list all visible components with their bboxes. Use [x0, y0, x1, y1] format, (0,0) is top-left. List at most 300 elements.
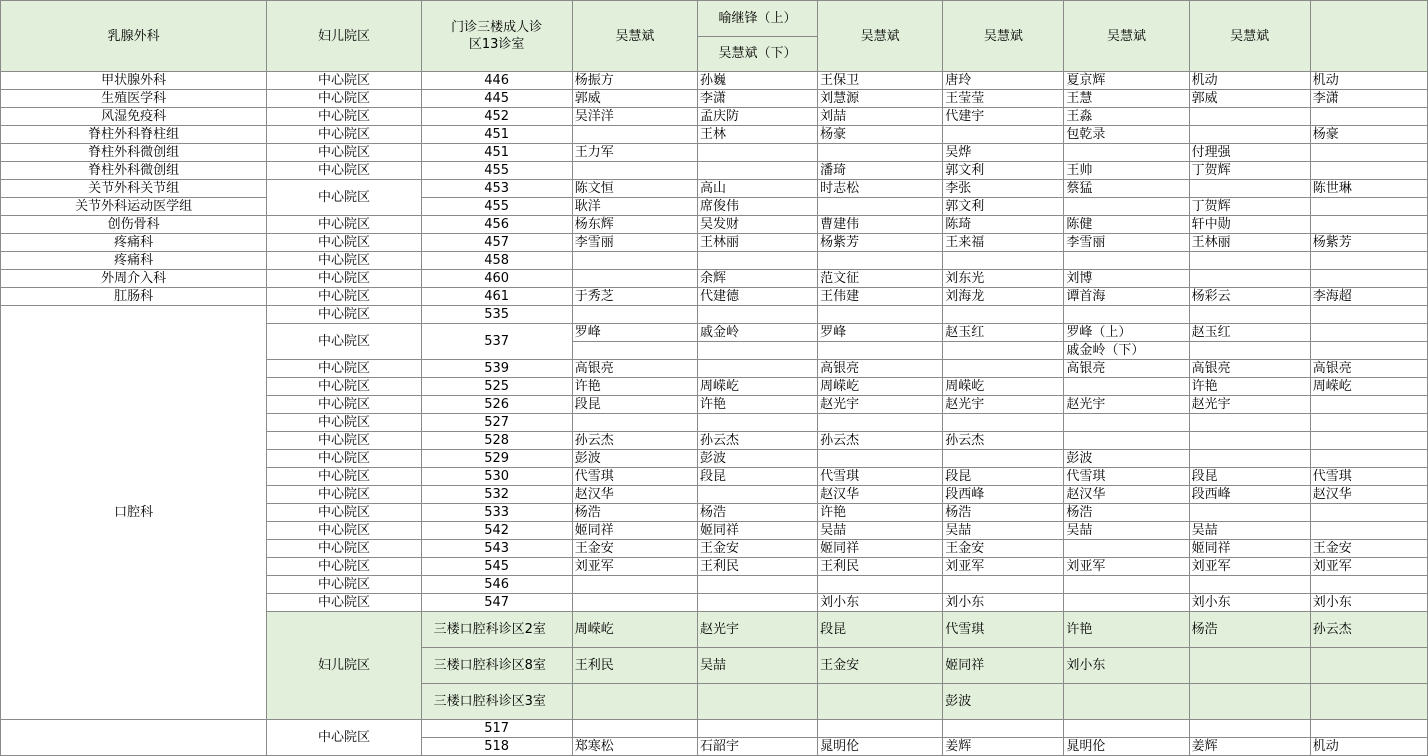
doctor-cell[interactable]: 吴发财 [697, 216, 817, 234]
doctor-cell[interactable]: 高银亮 [1064, 360, 1189, 378]
doctor-cell[interactable] [1064, 252, 1189, 270]
doctor-cell[interactable] [1064, 414, 1189, 432]
doctor-cell[interactable] [1310, 414, 1427, 432]
doctor-cell[interactable] [1310, 342, 1427, 360]
doctor-cell[interactable] [1310, 450, 1427, 468]
doctor-cell[interactable]: 刘东光 [943, 270, 1064, 288]
dept-cell[interactable]: 风湿免疫科 [1, 108, 267, 126]
doctor-cell[interactable]: 机动 [1310, 72, 1427, 90]
room-cell[interactable]: 528 [421, 432, 572, 450]
doctor-cell[interactable]: 蔡猛 [1064, 180, 1189, 198]
doctor-cell[interactable]: 姬同祥 [818, 540, 943, 558]
doctor-cell[interactable]: 罗峰 [572, 324, 697, 342]
doctor-cell[interactable] [1310, 396, 1427, 414]
doctor-cell[interactable] [1310, 522, 1427, 540]
doctor-cell[interactable] [1189, 450, 1310, 468]
dept-cell[interactable]: 脊柱外科脊柱组 [1, 126, 267, 144]
doctor-cell[interactable]: 彭波 [1064, 450, 1189, 468]
campus-cell[interactable]: 中心院区 [267, 594, 421, 612]
doctor-cell[interactable] [943, 414, 1064, 432]
room-cell[interactable]: 525 [421, 378, 572, 396]
doctor-cell[interactable]: 段昆 [697, 468, 817, 486]
doctor-cell[interactable]: 吴烨 [943, 144, 1064, 162]
doctor-cell[interactable] [697, 252, 817, 270]
dept-cell[interactable]: 疼痛科 [1, 252, 267, 270]
doctor-cell[interactable] [697, 306, 817, 324]
doctor-cell[interactable]: 段西峰 [1189, 486, 1310, 504]
doctor-cell[interactable]: 时志松 [818, 180, 943, 198]
doctor-cell[interactable]: 赵汉华 [1064, 486, 1189, 504]
doctor-cell[interactable] [1310, 252, 1427, 270]
campus-cell[interactable]: 中心院区 [267, 216, 421, 234]
doctor-cell[interactable]: 王淼 [1064, 108, 1189, 126]
doctor-cell[interactable] [1064, 684, 1189, 720]
campus-cell-women[interactable]: 妇儿院区 [267, 612, 421, 720]
doctor-cell[interactable]: 刘小东 [818, 594, 943, 612]
doctor-cell[interactable]: 彭波 [572, 450, 697, 468]
header-dept[interactable]: 乳腺外科 [1, 1, 267, 72]
doctor-cell[interactable]: 戚金岭（下） [1064, 342, 1189, 360]
doctor-cell[interactable]: 于秀芝 [572, 288, 697, 306]
doctor-cell[interactable] [1064, 432, 1189, 450]
doctor-cell[interactable]: 王力军 [572, 144, 697, 162]
doctor-cell[interactable] [1189, 108, 1310, 126]
doctor-cell[interactable]: 王金安 [943, 540, 1064, 558]
doctor-cell[interactable]: 吴喆 [943, 522, 1064, 540]
campus-cell[interactable]: 中心院区 [267, 324, 421, 360]
header-room[interactable]: 门诊三楼成人诊区13诊室 [421, 1, 572, 72]
doctor-cell[interactable] [697, 360, 817, 378]
doctor-cell[interactable] [1310, 162, 1427, 180]
campus-cell[interactable]: 中心院区 [267, 360, 421, 378]
dept-cell-dental[interactable]: 口腔科 [1, 306, 267, 720]
doctor-cell[interactable]: 赵玉红 [1189, 324, 1310, 342]
doctor-cell[interactable]: 代雪琪 [818, 468, 943, 486]
doctor-cell[interactable] [1310, 306, 1427, 324]
doctor-cell[interactable]: 王帅 [1064, 162, 1189, 180]
doctor-cell[interactable]: 许艳 [1064, 612, 1189, 648]
campus-cell[interactable]: 中心院区 [267, 450, 421, 468]
doctor-cell[interactable]: 刘小东 [943, 594, 1064, 612]
doctor-cell[interactable]: 代建德 [697, 288, 817, 306]
doctor-cell[interactable] [697, 486, 817, 504]
doctor-cell[interactable]: 轩中勋 [1189, 216, 1310, 234]
doctor-cell[interactable]: 杨豪 [1310, 126, 1427, 144]
campus-cell[interactable]: 中心院区 [267, 396, 421, 414]
doctor-cell[interactable]: 郭文利 [943, 162, 1064, 180]
doctor-cell[interactable]: 王金安 [697, 540, 817, 558]
doctor-cell[interactable]: 李张 [943, 180, 1064, 198]
doctor-cell[interactable] [1189, 684, 1310, 720]
doctor-cell[interactable]: 吴喆 [1064, 522, 1189, 540]
dept-cell[interactable]: 肛肠科 [1, 288, 267, 306]
doctor-cell[interactable]: 丁贺辉 [1189, 198, 1310, 216]
doctor-cell[interactable]: 段昆 [1189, 468, 1310, 486]
room-cell[interactable]: 530 [421, 468, 572, 486]
doctor-cell[interactable]: 姬同祥 [1189, 540, 1310, 558]
doctor-cell[interactable]: 晁明伦 [818, 738, 943, 756]
doctor-cell[interactable]: 姜辉 [943, 738, 1064, 756]
doctor-cell[interactable] [1189, 126, 1310, 144]
campus-cell[interactable]: 中心院区 [267, 252, 421, 270]
header-doctor[interactable]: 吴慧斌 [1064, 1, 1189, 72]
doctor-cell[interactable]: 刘小东 [1189, 594, 1310, 612]
doctor-cell[interactable]: 杨浩 [1189, 612, 1310, 648]
doctor-cell[interactable]: 陈文恒 [572, 180, 697, 198]
doctor-cell[interactable] [818, 684, 943, 720]
doctor-cell[interactable] [1189, 342, 1310, 360]
campus-cell[interactable]: 中心院区 [267, 306, 421, 324]
room-cell[interactable]: 451 [421, 126, 572, 144]
doctor-cell[interactable] [943, 126, 1064, 144]
doctor-cell[interactable]: 刘小东 [1064, 648, 1189, 684]
dept-cell[interactable]: 疼痛科 [1, 234, 267, 252]
room-cell[interactable]: 445 [421, 90, 572, 108]
doctor-cell[interactable]: 代建宇 [943, 108, 1064, 126]
doctor-cell[interactable]: 杨彩云 [1189, 288, 1310, 306]
doctor-cell[interactable]: 吴喆 [818, 522, 943, 540]
doctor-cell[interactable]: 孙云杰 [572, 432, 697, 450]
doctor-cell[interactable]: 机动 [1310, 738, 1427, 756]
doctor-cell[interactable]: 代雪琪 [1064, 468, 1189, 486]
doctor-cell[interactable] [1064, 198, 1189, 216]
doctor-cell[interactable] [1310, 144, 1427, 162]
doctor-cell[interactable] [1310, 504, 1427, 522]
doctor-cell[interactable]: 罗峰 [818, 324, 943, 342]
doctor-cell[interactable]: 谭首海 [1064, 288, 1189, 306]
campus-cell[interactable]: 中心院区 [267, 180, 421, 216]
doctor-cell[interactable]: 曹建伟 [818, 216, 943, 234]
doctor-cell[interactable] [1189, 576, 1310, 594]
doctor-cell[interactable] [697, 594, 817, 612]
doctor-cell[interactable]: 席俊伟 [697, 198, 817, 216]
campus-cell[interactable]: 中心院区 [267, 558, 421, 576]
doctor-cell[interactable] [818, 144, 943, 162]
room-cell[interactable]: 543 [421, 540, 572, 558]
room-cell[interactable]: 526 [421, 396, 572, 414]
doctor-cell[interactable]: 高银亮 [1310, 360, 1427, 378]
doctor-cell[interactable]: 余辉 [697, 270, 817, 288]
header-doctor[interactable]: 吴慧斌 [818, 1, 943, 72]
campus-cell[interactable]: 中心院区 [267, 540, 421, 558]
doctor-cell[interactable]: 孙云杰 [818, 432, 943, 450]
room-cell[interactable]: 446 [421, 72, 572, 90]
room-cell[interactable]: 三楼口腔科诊区8室 [421, 648, 572, 684]
room-cell[interactable]: 539 [421, 360, 572, 378]
room-cell[interactable]: 517 [421, 720, 572, 738]
room-cell[interactable]: 533 [421, 504, 572, 522]
doctor-cell[interactable] [1310, 432, 1427, 450]
room-cell[interactable]: 547 [421, 594, 572, 612]
room-cell[interactable]: 545 [421, 558, 572, 576]
doctor-cell[interactable]: 李潇 [1310, 90, 1427, 108]
campus-cell[interactable]: 中心院区 [267, 162, 421, 180]
dept-cell[interactable] [1, 720, 267, 756]
doctor-cell[interactable] [572, 594, 697, 612]
doctor-cell[interactable]: 刘亚军 [572, 558, 697, 576]
doctor-cell[interactable]: 王利民 [572, 648, 697, 684]
doctor-cell[interactable]: 吴洋洋 [572, 108, 697, 126]
doctor-cell[interactable] [1189, 504, 1310, 522]
doctor-cell[interactable] [1064, 306, 1189, 324]
campus-cell[interactable]: 中心院区 [267, 504, 421, 522]
doctor-cell[interactable]: 包乾录 [1064, 126, 1189, 144]
header-campus[interactable]: 妇儿院区 [267, 1, 421, 72]
doctor-cell[interactable]: 戚金岭 [697, 324, 817, 342]
doctor-cell[interactable]: 吴喆 [1189, 522, 1310, 540]
doctor-cell[interactable] [1064, 144, 1189, 162]
campus-cell[interactable]: 中心院区 [267, 288, 421, 306]
doctor-cell[interactable]: 孙云杰 [1310, 612, 1427, 648]
doctor-cell[interactable]: 姜辉 [1189, 738, 1310, 756]
doctor-cell[interactable]: 赵光宇 [697, 612, 817, 648]
doctor-cell[interactable]: 潘琦 [818, 162, 943, 180]
doctor-cell[interactable] [572, 162, 697, 180]
doctor-cell[interactable] [1064, 594, 1189, 612]
doctor-cell[interactable] [1189, 270, 1310, 288]
doctor-cell[interactable]: 杨紫芳 [818, 234, 943, 252]
doctor-cell[interactable]: 李雪丽 [572, 234, 697, 252]
doctor-cell[interactable]: 刘海龙 [943, 288, 1064, 306]
room-cell[interactable]: 529 [421, 450, 572, 468]
campus-cell[interactable]: 中心院区 [267, 378, 421, 396]
header-doctor[interactable]: 吴慧斌 [1189, 1, 1310, 72]
dept-cell[interactable]: 脊柱外科微创组 [1, 144, 267, 162]
doctor-cell[interactable]: 李海超 [1310, 288, 1427, 306]
doctor-cell[interactable]: 姬同祥 [572, 522, 697, 540]
doctor-cell[interactable]: 姬同祥 [943, 648, 1064, 684]
doctor-cell[interactable]: 郭威 [1189, 90, 1310, 108]
doctor-cell[interactable] [1189, 180, 1310, 198]
doctor-cell[interactable]: 郑寒松 [572, 738, 697, 756]
doctor-cell[interactable]: 周嵘屹 [1310, 378, 1427, 396]
doctor-cell[interactable] [1310, 720, 1427, 738]
campus-cell[interactable]: 中心院区 [267, 108, 421, 126]
doctor-cell[interactable]: 高银亮 [818, 360, 943, 378]
doctor-cell[interactable]: 刘亚军 [1064, 558, 1189, 576]
doctor-cell[interactable]: 刘亚军 [1310, 558, 1427, 576]
room-cell[interactable]: 三楼口腔科诊区3室 [421, 684, 572, 720]
doctor-cell[interactable] [572, 126, 697, 144]
room-cell[interactable]: 451 [421, 144, 572, 162]
doctor-cell[interactable]: 陈世琳 [1310, 180, 1427, 198]
doctor-cell[interactable]: 赵光宇 [818, 396, 943, 414]
doctor-cell[interactable]: 范文征 [818, 270, 943, 288]
doctor-cell[interactable]: 王金安 [1310, 540, 1427, 558]
doctor-cell[interactable]: 王来福 [943, 234, 1064, 252]
room-cell[interactable]: 457 [421, 234, 572, 252]
doctor-cell[interactable] [572, 270, 697, 288]
doctor-cell[interactable] [1310, 216, 1427, 234]
campus-cell[interactable]: 中心院区 [267, 90, 421, 108]
doctor-cell[interactable] [943, 450, 1064, 468]
doctor-cell[interactable] [1064, 720, 1189, 738]
doctor-cell[interactable]: 段昆 [818, 612, 943, 648]
doctor-cell[interactable] [1189, 648, 1310, 684]
doctor-cell[interactable] [943, 252, 1064, 270]
doctor-cell[interactable]: 王伟建 [818, 288, 943, 306]
doctor-cell[interactable]: 杨东辉 [572, 216, 697, 234]
doctor-cell[interactable]: 赵光宇 [1064, 396, 1189, 414]
room-cell[interactable]: 452 [421, 108, 572, 126]
doctor-cell[interactable]: 陈琦 [943, 216, 1064, 234]
doctor-cell[interactable]: 陈健 [1064, 216, 1189, 234]
doctor-cell[interactable] [1189, 414, 1310, 432]
doctor-cell[interactable] [697, 162, 817, 180]
dept-cell[interactable]: 脊柱外科微创组 [1, 162, 267, 180]
doctor-cell[interactable] [1310, 648, 1427, 684]
doctor-cell[interactable]: 刘博 [1064, 270, 1189, 288]
doctor-cell[interactable] [1310, 198, 1427, 216]
doctor-cell[interactable] [1310, 270, 1427, 288]
doctor-cell[interactable] [572, 342, 697, 360]
campus-cell[interactable]: 中心院区 [267, 486, 421, 504]
doctor-cell[interactable]: 赵汉华 [818, 486, 943, 504]
dept-cell[interactable]: 生殖医学科 [1, 90, 267, 108]
doctor-cell[interactable]: 耿洋 [572, 198, 697, 216]
header-doctor-top[interactable]: 喻继锋（上） [697, 1, 817, 37]
campus-cell[interactable]: 中心院区 [267, 270, 421, 288]
doctor-cell[interactable] [943, 306, 1064, 324]
doctor-cell[interactable]: 孙云杰 [697, 432, 817, 450]
doctor-cell[interactable] [1189, 720, 1310, 738]
doctor-cell[interactable]: 代雪琪 [943, 612, 1064, 648]
doctor-cell[interactable]: 杨浩 [1064, 504, 1189, 522]
doctor-cell[interactable]: 孙云杰 [943, 432, 1064, 450]
doctor-cell[interactable] [697, 342, 817, 360]
doctor-cell[interactable]: 夏京辉 [1064, 72, 1189, 90]
doctor-cell[interactable] [1310, 576, 1427, 594]
room-cell[interactable]: 453 [421, 180, 572, 198]
doctor-cell[interactable]: 许艳 [572, 378, 697, 396]
campus-cell[interactable]: 中心院区 [267, 414, 421, 432]
doctor-cell[interactable]: 段昆 [572, 396, 697, 414]
doctor-cell[interactable] [1064, 576, 1189, 594]
doctor-cell[interactable] [818, 576, 943, 594]
doctor-cell[interactable] [572, 252, 697, 270]
doctor-cell[interactable]: 杨紫芳 [1310, 234, 1427, 252]
doctor-cell[interactable]: 王林 [697, 126, 817, 144]
doctor-cell[interactable]: 郭文利 [943, 198, 1064, 216]
doctor-cell[interactable]: 唐玲 [943, 72, 1064, 90]
doctor-cell[interactable]: 王慧 [1064, 90, 1189, 108]
doctor-cell[interactable]: 许艳 [697, 396, 817, 414]
doctor-cell[interactable]: 周嵘屹 [697, 378, 817, 396]
doctor-cell[interactable] [572, 684, 697, 720]
doctor-cell[interactable]: 周嵘屹 [572, 612, 697, 648]
header-doctor[interactable]: 吴慧斌 [943, 1, 1064, 72]
doctor-cell[interactable]: 刘喆 [818, 108, 943, 126]
doctor-cell[interactable] [818, 720, 943, 738]
doctor-cell[interactable]: 王利民 [697, 558, 817, 576]
dept-cell[interactable]: 关节外科关节组 [1, 180, 267, 198]
doctor-cell[interactable]: 代雪琪 [1310, 468, 1427, 486]
campus-cell[interactable]: 中心院区 [267, 720, 421, 756]
doctor-cell[interactable] [572, 720, 697, 738]
doctor-cell[interactable] [943, 360, 1064, 378]
doctor-cell[interactable] [818, 198, 943, 216]
doctor-cell[interactable]: 杨浩 [943, 504, 1064, 522]
doctor-cell[interactable]: 周嵘屹 [943, 378, 1064, 396]
doctor-cell[interactable]: 刘亚军 [943, 558, 1064, 576]
campus-cell[interactable]: 中心院区 [267, 234, 421, 252]
campus-cell[interactable]: 中心院区 [267, 144, 421, 162]
header-doctor[interactable]: 吴慧斌 [572, 1, 697, 72]
doctor-cell[interactable] [1064, 540, 1189, 558]
doctor-cell[interactable] [818, 450, 943, 468]
doctor-cell[interactable]: 杨豪 [818, 126, 943, 144]
doctor-cell[interactable] [1189, 252, 1310, 270]
doctor-cell[interactable]: 赵汉华 [572, 486, 697, 504]
dept-cell[interactable]: 外周介入科 [1, 270, 267, 288]
doctor-cell[interactable]: 杨振方 [572, 72, 697, 90]
doctor-cell[interactable]: 王莹莹 [943, 90, 1064, 108]
doctor-cell[interactable]: 王金安 [572, 540, 697, 558]
doctor-cell[interactable]: 彭波 [697, 450, 817, 468]
doctor-cell[interactable]: 孙巍 [697, 72, 817, 90]
campus-cell[interactable]: 中心院区 [267, 126, 421, 144]
doctor-cell[interactable] [1310, 324, 1427, 342]
doctor-cell[interactable] [943, 720, 1064, 738]
dept-cell[interactable]: 甲状腺外科 [1, 72, 267, 90]
doctor-cell[interactable] [572, 306, 697, 324]
doctor-cell[interactable]: 刘亚军 [1189, 558, 1310, 576]
doctor-cell[interactable] [697, 144, 817, 162]
campus-cell[interactable]: 中心院区 [267, 522, 421, 540]
room-cell[interactable]: 三楼口腔科诊区2室 [421, 612, 572, 648]
header-doctor-bottom[interactable]: 吴慧斌（下） [697, 36, 817, 72]
room-cell[interactable]: 535 [421, 306, 572, 324]
doctor-cell[interactable] [818, 342, 943, 360]
doctor-cell[interactable]: 彭波 [943, 684, 1064, 720]
room-cell[interactable]: 546 [421, 576, 572, 594]
doctor-cell[interactable]: 吴喆 [697, 648, 817, 684]
doctor-cell[interactable]: 李雪丽 [1064, 234, 1189, 252]
room-cell[interactable]: 460 [421, 270, 572, 288]
doctor-cell[interactable]: 郭威 [572, 90, 697, 108]
doctor-cell[interactable]: 罗峰（上） [1064, 324, 1189, 342]
doctor-cell[interactable] [1189, 432, 1310, 450]
doctor-cell[interactable]: 高银亮 [572, 360, 697, 378]
doctor-cell[interactable]: 王利民 [818, 558, 943, 576]
doctor-cell[interactable]: 李潇 [697, 90, 817, 108]
room-cell[interactable]: 542 [421, 522, 572, 540]
doctor-cell[interactable]: 石韶宇 [697, 738, 817, 756]
dept-cell[interactable]: 关节外科运动医学组 [1, 198, 267, 216]
doctor-cell[interactable]: 王林丽 [1189, 234, 1310, 252]
room-cell[interactable]: 456 [421, 216, 572, 234]
room-cell[interactable]: 527 [421, 414, 572, 432]
doctor-cell[interactable] [818, 414, 943, 432]
doctor-cell[interactable]: 杨浩 [572, 504, 697, 522]
doctor-cell[interactable]: 王保卫 [818, 72, 943, 90]
doctor-cell[interactable] [697, 720, 817, 738]
doctor-cell[interactable]: 姬同祥 [697, 522, 817, 540]
doctor-cell[interactable]: 赵光宇 [943, 396, 1064, 414]
doctor-cell[interactable] [818, 252, 943, 270]
doctor-cell[interactable]: 孟庆防 [697, 108, 817, 126]
doctor-cell[interactable] [1189, 306, 1310, 324]
doctor-cell[interactable]: 代雪琪 [572, 468, 697, 486]
doctor-cell[interactable] [1310, 108, 1427, 126]
room-cell[interactable]: 518 [421, 738, 572, 756]
doctor-cell[interactable]: 晁明伦 [1064, 738, 1189, 756]
doctor-cell[interactable]: 许艳 [818, 504, 943, 522]
campus-cell[interactable]: 中心院区 [267, 72, 421, 90]
doctor-cell[interactable] [943, 342, 1064, 360]
doctor-cell[interactable]: 丁贺辉 [1189, 162, 1310, 180]
room-cell[interactable]: 455 [421, 198, 572, 216]
